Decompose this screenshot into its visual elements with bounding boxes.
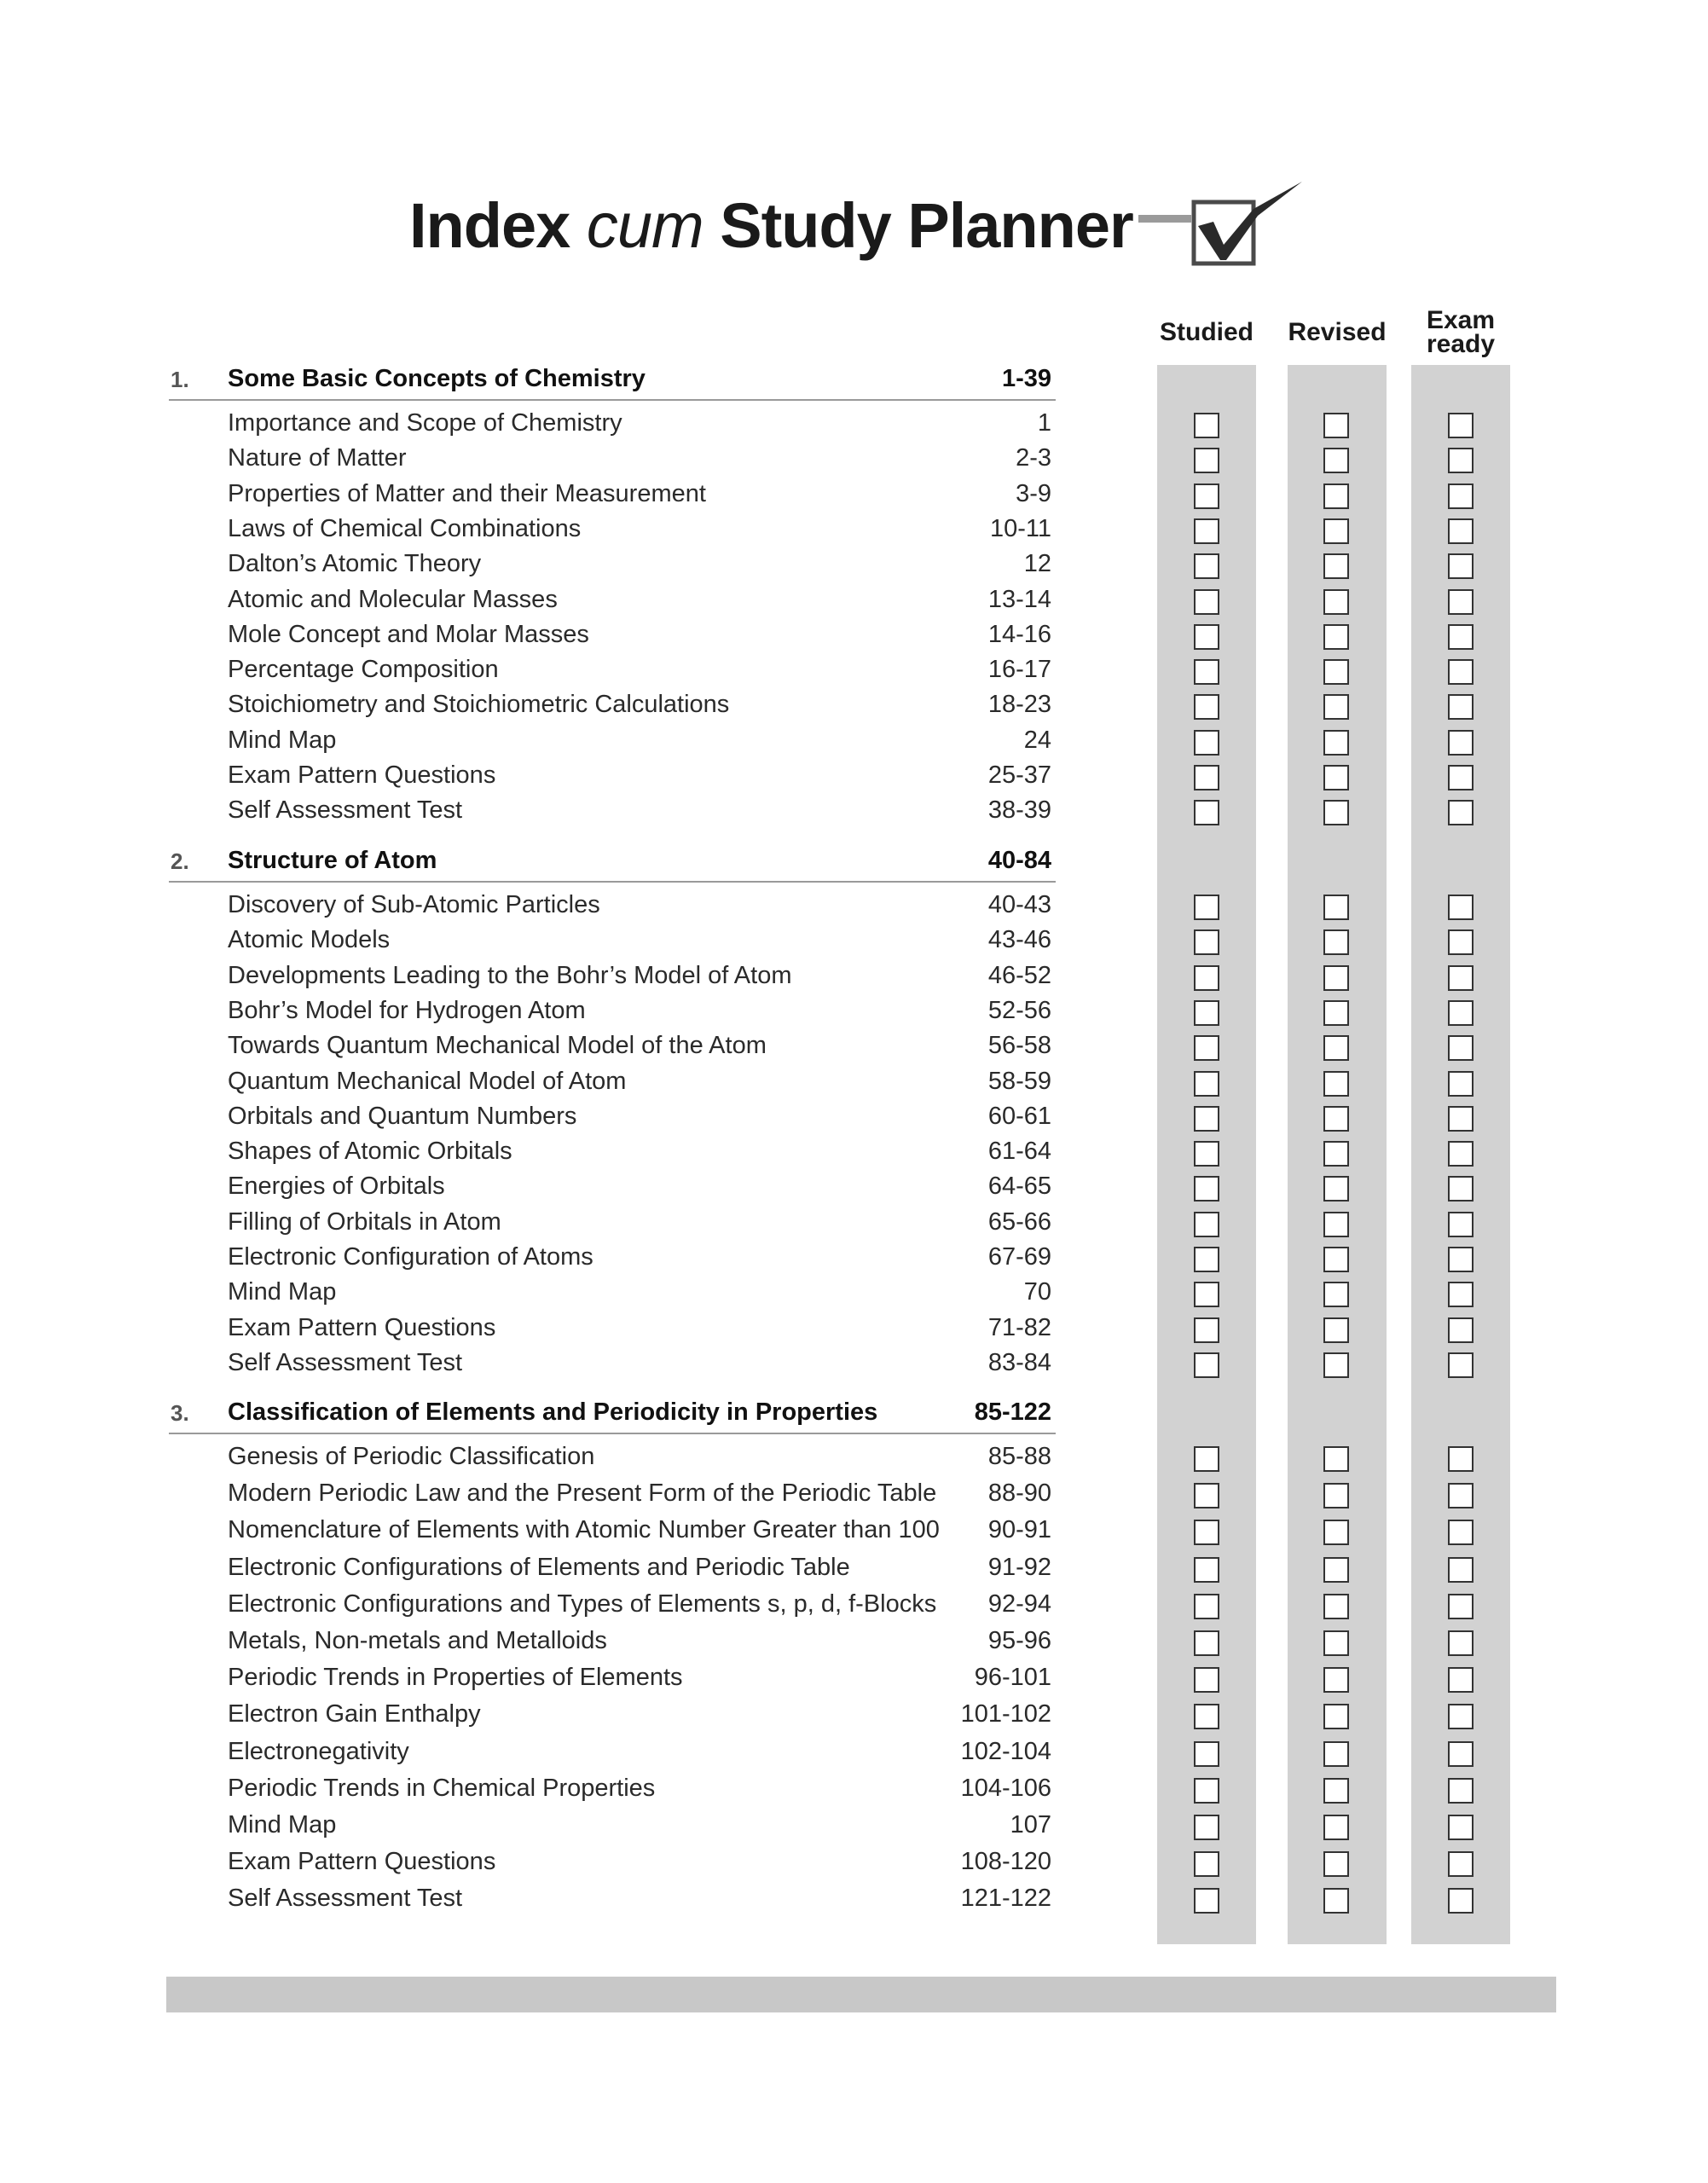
topic-pages: 56-58	[987, 1032, 1051, 1060]
topic-pages: 25-37	[987, 761, 1051, 789]
topic-row	[228, 409, 1056, 438]
topic-row	[228, 1590, 1056, 1619]
title-cum: cum	[586, 190, 703, 261]
exam-ready-line1: Exam	[1426, 306, 1496, 334]
revised-checkbox[interactable]	[1323, 1446, 1349, 1472]
topic-name: Quantum Mechanical Model of Atom	[228, 1067, 627, 1095]
revised-checkbox[interactable]	[1323, 1704, 1349, 1729]
topic-name: Electronic Configurations and Types of Elements s, p, d, f-Blocks	[228, 1589, 937, 1618]
revised-checkbox[interactable]	[1323, 1176, 1349, 1202]
revised-checkbox[interactable]	[1323, 895, 1349, 920]
topic-row	[228, 1349, 1056, 1378]
topic-name: Orbitals and Quantum Numbers	[228, 1102, 577, 1130]
column-header-revised: Revised	[1288, 318, 1387, 346]
topic-row	[228, 891, 1056, 920]
studied-checkbox[interactable]	[1194, 694, 1219, 720]
exam-ready-checkbox[interactable]	[1448, 413, 1474, 438]
title-index: Index	[409, 190, 570, 261]
revised-checkbox[interactable]	[1323, 1520, 1349, 1545]
revised-checkbox[interactable]	[1323, 1352, 1349, 1378]
topic-name: Periodic Trends in Properties of Elements	[228, 1664, 683, 1692]
studied-checkbox[interactable]	[1194, 1247, 1219, 1272]
topic-name: Dalton’s Atomic Theory	[228, 550, 482, 578]
exam-ready-checkbox[interactable]	[1448, 1594, 1474, 1619]
topic-name: Electronegativity	[228, 1737, 409, 1765]
topic-row	[228, 1173, 1056, 1202]
studied-checkbox[interactable]	[1194, 518, 1219, 544]
revised-checkbox[interactable]	[1323, 1778, 1349, 1804]
studied-checkbox[interactable]	[1194, 1000, 1219, 1026]
exam-ready-checkbox[interactable]	[1448, 895, 1474, 920]
exam-ready-checkbox[interactable]	[1448, 1141, 1474, 1167]
topic-name: Atomic and Molecular Masses	[228, 585, 558, 613]
chapter-heading	[169, 365, 1056, 401]
revised-checkbox[interactable]	[1323, 1557, 1349, 1583]
revised-checkbox[interactable]	[1323, 1071, 1349, 1097]
topic-row	[228, 962, 1056, 991]
exam-ready-checkbox[interactable]	[1448, 624, 1474, 650]
topic-pages: 65-66	[987, 1207, 1051, 1236]
topic-name: Exam Pattern Questions	[228, 1313, 496, 1341]
column-header-studied: Studied	[1160, 318, 1253, 346]
topic-pages: 88-90	[987, 1479, 1051, 1508]
studied-checkbox[interactable]	[1194, 553, 1219, 579]
topic-row	[228, 727, 1056, 756]
topic-name: Electronic Configuration of Atoms	[228, 1243, 593, 1271]
topic-row	[228, 1554, 1056, 1583]
exam-ready-checkbox[interactable]	[1448, 1446, 1474, 1472]
topic-name: Filling of Orbitals in Atom	[228, 1207, 501, 1236]
topic-pages: 52-56	[987, 996, 1051, 1024]
topic-name: Bohr’s Model for Hydrogen Atom	[228, 996, 586, 1024]
studied-checkbox[interactable]	[1194, 1704, 1219, 1729]
topic-pages: 10-11	[989, 514, 1051, 542]
topic-name: Developments Leading to the Bohr’s Model of Atom	[228, 961, 792, 989]
topic-pages: 83-84	[987, 1348, 1051, 1376]
topic-row	[228, 1278, 1056, 1307]
exam-ready-checkbox[interactable]	[1448, 929, 1474, 955]
topic-pages: 67-69	[987, 1243, 1051, 1271]
topic-name: Atomic Models	[228, 926, 391, 954]
revised-checkbox[interactable]	[1323, 1630, 1349, 1656]
topic-pages: 96-101	[974, 1664, 1051, 1692]
topic-name: Laws of Chemical Combinations	[228, 514, 582, 542]
chapter-pages: 1-39	[1001, 365, 1051, 392]
exam-ready-checkbox[interactable]	[1448, 1176, 1474, 1202]
studied-checkbox[interactable]	[1194, 1035, 1219, 1061]
chapter-number: 3.	[171, 1400, 189, 1426]
revised-checkbox[interactable]	[1323, 1282, 1349, 1307]
topic-row	[228, 1032, 1056, 1061]
revised-checkbox[interactable]	[1323, 800, 1349, 825]
chapter-title: Some Basic Concepts of Chemistry	[228, 365, 646, 392]
topic-pages: 16-17	[987, 656, 1051, 684]
exam-ready-checkbox[interactable]	[1448, 1851, 1474, 1877]
revised-checkbox[interactable]	[1323, 624, 1349, 650]
revised-checkbox[interactable]	[1323, 1741, 1349, 1767]
topic-pages: 108-120	[960, 1848, 1051, 1876]
topic-row	[228, 1314, 1056, 1343]
topic-name: Properties of Matter and their Measurement	[228, 479, 706, 507]
studied-checkbox[interactable]	[1194, 800, 1219, 825]
exam-ready-checkbox[interactable]	[1448, 448, 1474, 473]
topic-pages: 70	[1023, 1278, 1051, 1306]
revised-checkbox[interactable]	[1323, 929, 1349, 955]
studied-checkbox[interactable]	[1194, 765, 1219, 790]
revised-checkbox[interactable]	[1323, 694, 1349, 720]
topic-row	[228, 1775, 1056, 1804]
topic-pages: 101-102	[960, 1700, 1051, 1728]
studied-checkbox[interactable]	[1194, 1141, 1219, 1167]
topic-pages: 24	[1023, 726, 1051, 754]
topic-name: Discovery of Sub-Atomic Particles	[228, 891, 600, 918]
topic-row	[228, 1479, 1056, 1508]
exam-ready-checkbox[interactable]	[1448, 589, 1474, 615]
revised-checkbox[interactable]	[1323, 1000, 1349, 1026]
topic-row	[228, 1811, 1056, 1840]
revised-checkbox[interactable]	[1323, 730, 1349, 756]
exam-ready-checkbox[interactable]	[1448, 1352, 1474, 1378]
studied-checkbox[interactable]	[1194, 1594, 1219, 1619]
topic-name: Mind Map	[228, 1278, 337, 1306]
topic-pages: 38-39	[987, 796, 1051, 825]
revised-checkbox[interactable]	[1323, 1594, 1349, 1619]
exam-ready-checkbox[interactable]	[1448, 1282, 1474, 1307]
topic-row	[228, 1700, 1056, 1729]
studied-checkbox[interactable]	[1194, 895, 1219, 920]
revised-checkbox[interactable]	[1323, 1317, 1349, 1343]
revised-checkbox[interactable]	[1323, 1888, 1349, 1914]
topic-pages: 43-46	[987, 926, 1051, 954]
topic-pages: 90-91	[987, 1516, 1051, 1544]
exam-ready-line2: ready	[1426, 330, 1496, 358]
topic-pages: 40-43	[987, 891, 1051, 918]
studied-checkbox[interactable]	[1194, 929, 1219, 955]
topic-row	[228, 926, 1056, 955]
page-title	[409, 189, 1133, 275]
revised-checkbox[interactable]	[1323, 589, 1349, 615]
studied-checkbox[interactable]	[1194, 1778, 1219, 1804]
studied-checkbox[interactable]	[1194, 1106, 1219, 1132]
topic-pages: 71-82	[987, 1313, 1051, 1341]
topic-pages: 13-14	[987, 585, 1051, 613]
exam-ready-checkbox[interactable]	[1448, 694, 1474, 720]
topic-row	[228, 1664, 1056, 1693]
topic-pages: 61-64	[987, 1138, 1051, 1166]
studied-checkbox[interactable]	[1194, 1282, 1219, 1307]
exam-ready-checkbox[interactable]	[1448, 765, 1474, 790]
studied-checkbox[interactable]	[1194, 1815, 1219, 1840]
topic-row	[228, 1138, 1056, 1167]
topic-pages: 91-92	[987, 1553, 1051, 1581]
exam-ready-checkbox[interactable]	[1448, 1035, 1474, 1061]
revised-checkbox[interactable]	[1323, 765, 1349, 790]
studied-checkbox[interactable]	[1194, 1212, 1219, 1237]
column-header-exam-ready	[1403, 306, 1519, 358]
exam-ready-checkbox[interactable]	[1448, 1778, 1474, 1804]
exam-ready-checkbox[interactable]	[1448, 1815, 1474, 1840]
exam-ready-checkbox[interactable]	[1448, 965, 1474, 991]
topic-row	[228, 1243, 1056, 1272]
studied-checkbox[interactable]	[1194, 1317, 1219, 1343]
exam-ready-checkbox[interactable]	[1448, 1520, 1474, 1545]
topic-pages: 12	[1023, 550, 1051, 578]
topic-pages: 95-96	[987, 1627, 1051, 1654]
topic-row	[228, 656, 1056, 685]
topic-row	[228, 1738, 1056, 1767]
topic-row	[228, 1443, 1056, 1472]
topic-pages: 60-61	[987, 1102, 1051, 1130]
topic-row	[228, 1848, 1056, 1877]
topic-name: Stoichiometry and Stoichiometric Calculations	[228, 691, 730, 719]
topic-row	[228, 550, 1056, 579]
title-study-planner: Study Planner	[720, 190, 1133, 261]
exam-ready-checkbox[interactable]	[1448, 800, 1474, 825]
studied-checkbox[interactable]	[1194, 1352, 1219, 1378]
exam-ready-checkbox[interactable]	[1448, 484, 1474, 509]
revised-checkbox[interactable]	[1323, 1483, 1349, 1508]
exam-ready-checkbox[interactable]	[1448, 1106, 1474, 1132]
studied-checkbox[interactable]	[1194, 730, 1219, 756]
exam-ready-checkbox[interactable]	[1448, 1247, 1474, 1272]
studied-checkbox[interactable]	[1194, 484, 1219, 509]
topic-pages: 2-3	[1016, 444, 1051, 472]
footer-bar	[166, 1977, 1556, 2012]
topic-row	[228, 1103, 1056, 1132]
chapter-heading	[169, 1398, 1056, 1434]
chapter-heading	[169, 847, 1056, 883]
topic-name: Nature of Matter	[228, 444, 407, 472]
topic-pages: 3-9	[1016, 479, 1051, 507]
topic-name: Self Assessment Test	[228, 796, 463, 825]
topic-name: Energies of Orbitals	[228, 1173, 445, 1201]
topic-row	[228, 480, 1056, 509]
exam-ready-checkbox[interactable]	[1448, 553, 1474, 579]
exam-ready-checkbox[interactable]	[1448, 659, 1474, 685]
studied-checkbox[interactable]	[1194, 1888, 1219, 1914]
exam-ready-checkbox[interactable]	[1448, 1704, 1474, 1729]
topic-row	[228, 1516, 1056, 1545]
studied-checkbox[interactable]	[1194, 659, 1219, 685]
topic-name: Exam Pattern Questions	[228, 1848, 496, 1876]
topic-pages: 18-23	[987, 691, 1051, 719]
revised-checkbox[interactable]	[1323, 1106, 1349, 1132]
studied-checkbox[interactable]	[1194, 1851, 1219, 1877]
topic-name: Electron Gain Enthalpy	[228, 1700, 481, 1728]
topic-name: Periodic Trends in Chemical Properties	[228, 1774, 656, 1802]
topic-pages: 58-59	[987, 1067, 1051, 1095]
revised-checkbox[interactable]	[1323, 1212, 1349, 1237]
topic-pages: 85-88	[987, 1443, 1051, 1470]
exam-ready-checkbox[interactable]	[1448, 1630, 1474, 1656]
topic-row	[228, 444, 1056, 473]
revised-checkbox[interactable]	[1323, 484, 1349, 509]
topic-name: Self Assessment Test	[228, 1885, 463, 1913]
exam-ready-checkbox[interactable]	[1448, 1741, 1474, 1767]
revised-checkbox[interactable]	[1323, 1815, 1349, 1840]
studied-checkbox[interactable]	[1194, 1667, 1219, 1693]
chapter-title: Classification of Elements and Periodicity in Properties	[228, 1398, 878, 1426]
topic-name: Mind Map	[228, 726, 337, 754]
topic-row	[228, 761, 1056, 790]
revised-checkbox[interactable]	[1323, 1035, 1349, 1061]
revised-checkbox[interactable]	[1323, 1851, 1349, 1877]
chapter-number: 2.	[171, 848, 189, 874]
revised-checkbox[interactable]	[1323, 518, 1349, 544]
topic-name: Exam Pattern Questions	[228, 761, 496, 789]
studied-checkbox[interactable]	[1194, 413, 1219, 438]
topic-row	[228, 586, 1056, 615]
topic-pages: 102-104	[960, 1737, 1051, 1765]
revised-checkbox[interactable]	[1323, 659, 1349, 685]
revised-checkbox[interactable]	[1323, 448, 1349, 473]
topic-pages: 1	[1037, 409, 1051, 437]
topic-name: Nomenclature of Elements with Atomic Number Greater than 100	[228, 1516, 940, 1544]
chapter-pages: 40-84	[987, 847, 1051, 874]
studied-checkbox[interactable]	[1194, 1176, 1219, 1202]
topic-name: Metals, Non-metals and Metalloids	[228, 1627, 607, 1654]
topic-name: Shapes of Atomic Orbitals	[228, 1138, 512, 1166]
topic-name: Percentage Composition	[228, 656, 499, 684]
topic-name: Importance and Scope of Chemistry	[228, 409, 622, 437]
studied-checkbox[interactable]	[1194, 589, 1219, 615]
topic-name: Mole Concept and Molar Masses	[228, 620, 589, 648]
revised-checkbox[interactable]	[1323, 1667, 1349, 1693]
studied-checkbox[interactable]	[1194, 965, 1219, 991]
revised-checkbox[interactable]	[1323, 1141, 1349, 1167]
topic-pages: 121-122	[960, 1885, 1051, 1913]
topic-row	[228, 1885, 1056, 1914]
topic-name: Towards Quantum Mechanical Model of the Atom	[228, 1032, 767, 1060]
checkmark-icon	[1138, 175, 1309, 277]
studied-checkbox[interactable]	[1194, 1446, 1219, 1472]
revised-checkbox[interactable]	[1323, 965, 1349, 991]
studied-checkbox[interactable]	[1194, 624, 1219, 650]
topic-name: Mind Map	[228, 1811, 337, 1838]
studied-checkbox[interactable]	[1194, 1741, 1219, 1767]
revised-checkbox[interactable]	[1323, 1247, 1349, 1272]
chapter-title: Structure of Atom	[228, 847, 437, 874]
studied-checkbox[interactable]	[1194, 1483, 1219, 1508]
topic-pages: 92-94	[987, 1589, 1051, 1618]
exam-ready-checkbox[interactable]	[1448, 1000, 1474, 1026]
topic-pages: 46-52	[987, 961, 1051, 989]
exam-ready-checkbox[interactable]	[1448, 518, 1474, 544]
studied-checkbox[interactable]	[1194, 1557, 1219, 1583]
topic-row	[228, 1627, 1056, 1656]
topic-pages: 14-16	[987, 620, 1051, 648]
topic-row	[228, 1208, 1056, 1237]
studied-checkbox[interactable]	[1194, 1630, 1219, 1656]
exam-ready-checkbox[interactable]	[1448, 1888, 1474, 1914]
topic-pages: 64-65	[987, 1173, 1051, 1201]
exam-ready-checkbox[interactable]	[1448, 730, 1474, 756]
topic-row	[228, 796, 1056, 825]
exam-ready-checkbox[interactable]	[1448, 1557, 1474, 1583]
topic-row	[228, 515, 1056, 544]
topic-name: Self Assessment Test	[228, 1348, 463, 1376]
studied-checkbox[interactable]	[1194, 448, 1219, 473]
exam-ready-checkbox[interactable]	[1448, 1483, 1474, 1508]
topic-name: Modern Periodic Law and the Present Form of the Periodic Table	[228, 1479, 937, 1508]
exam-ready-checkbox[interactable]	[1448, 1071, 1474, 1097]
exam-ready-checkbox[interactable]	[1448, 1667, 1474, 1693]
chapter-number: 1.	[171, 367, 189, 392]
topic-pages: 104-106	[960, 1774, 1051, 1802]
chapter-pages: 85-122	[974, 1398, 1051, 1426]
revised-checkbox[interactable]	[1323, 553, 1349, 579]
topic-row	[228, 1068, 1056, 1097]
topic-row	[228, 997, 1056, 1026]
studied-checkbox[interactable]	[1194, 1071, 1219, 1097]
topic-row	[228, 691, 1056, 720]
revised-checkbox[interactable]	[1323, 413, 1349, 438]
topic-name: Electronic Configurations of Elements and Periodic Table	[228, 1553, 850, 1581]
studied-checkbox[interactable]	[1194, 1520, 1219, 1545]
exam-ready-checkbox[interactable]	[1448, 1317, 1474, 1343]
topic-name: Genesis of Periodic Classification	[228, 1443, 595, 1470]
topic-row	[228, 621, 1056, 650]
topic-pages: 107	[1010, 1811, 1051, 1838]
exam-ready-checkbox[interactable]	[1448, 1212, 1474, 1237]
